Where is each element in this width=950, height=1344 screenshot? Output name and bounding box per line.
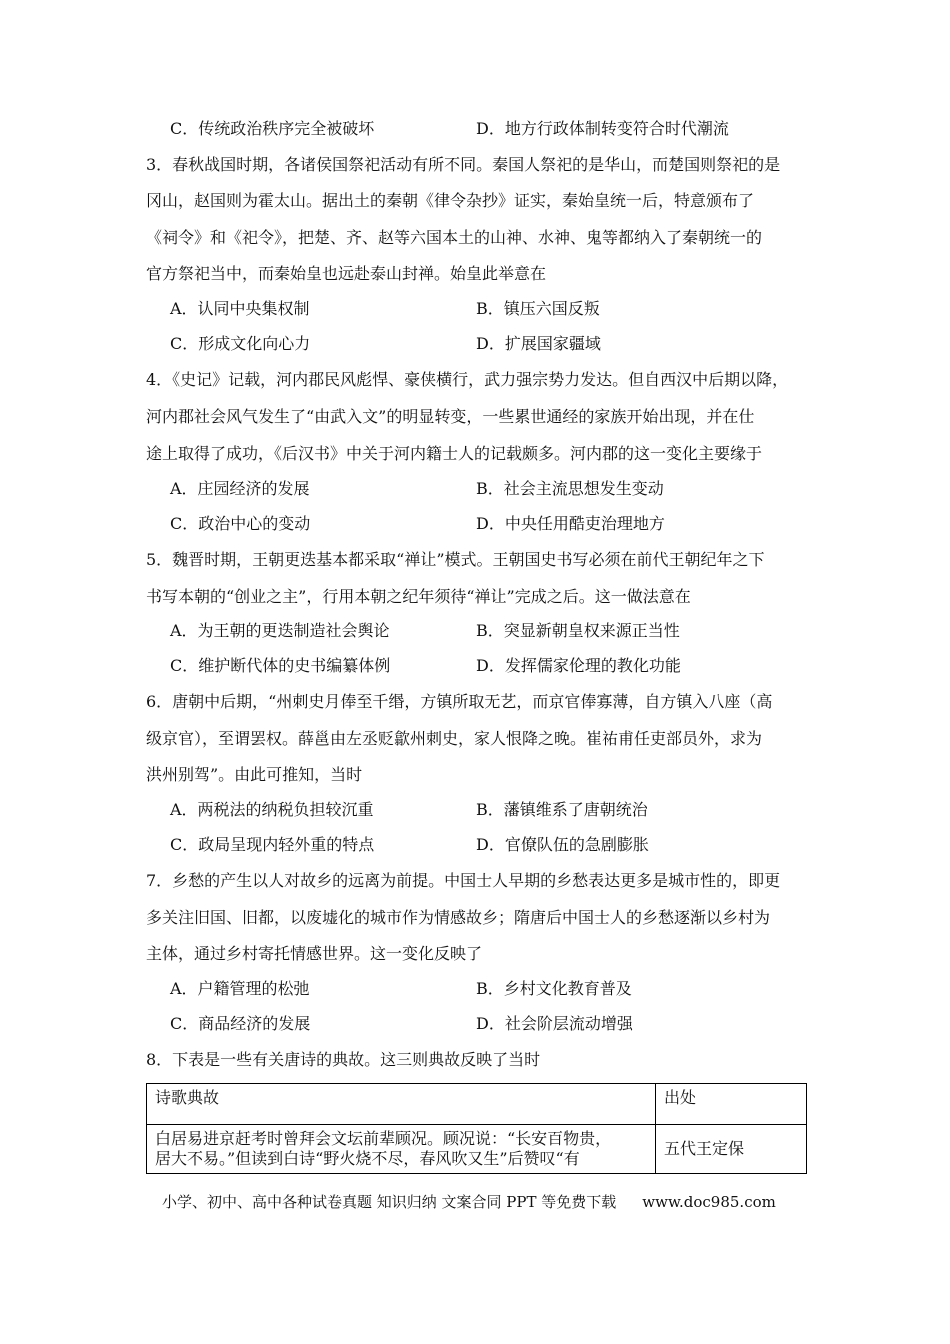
q7-option-a: A．户籍管理的松弛: [170, 979, 310, 998]
q3-stem-line-3: 《祠令》和《祀令》，把楚、齐、赵等六国本土的山神、水神、鬼等都纳入了秦朝统一的: [146, 228, 763, 247]
footer-url: www.doc985.com: [642, 1193, 776, 1211]
q6-stem-line-3: 洪州别驾”。由此可推知，当时: [146, 765, 363, 784]
q7-stem-line-2: 多关注旧国、旧都，以废墟化的城市作为情感故乡；隋唐后中国士人的乡愁逐渐以乡村为: [146, 908, 771, 927]
table-row: [147, 1125, 807, 1174]
q5-option-b: B．突显新朝皇权来源正当性: [476, 621, 680, 640]
q3-option-b: B．镇压六国反叛: [476, 299, 600, 318]
q4-option-b: B．社会主流思想发生变动: [476, 479, 664, 498]
table-cell-allusion-line-1: 白居易进京赶考时曾拜会文坛前辈顾况。顾况说：“长安百物贵，: [155, 1129, 612, 1148]
q5-stem-line-1: 5．魏晋时期，王朝更迭基本都采取“禅让”模式。王朝国史书写必须在前代王朝纪年之下: [146, 550, 765, 569]
q4-option-d: D．中央任用酷吏治理地方: [476, 514, 665, 533]
q3-option-d: D．扩展国家疆域: [476, 334, 601, 353]
q7-stem-line-1: 7．乡愁的产生以人对故乡的远离为前提。中国士人早期的乡愁表达更多是城市性的，即更: [146, 871, 781, 890]
q6-stem-line-2: 级京官），至谓罢权。薛邕由左丞贬歙州刺史，家人恨降之晚。崔祐甫任吏部员外，求为: [146, 729, 763, 748]
q5-stem-line-2: 书写本朝的“创业之主”，行用本朝之纪年须待“禅让”完成之后。这一做法意在: [146, 587, 691, 606]
q3-stem-line-4: 官方祭祀当中，而秦始皇也远赴泰山封禅。始皇此举意在: [146, 264, 547, 283]
q4-stem-line-2: 河内郡社会风气发生了“由武入文”的明显转变，一些累世通经的家族开始出现，并在仕: [146, 407, 755, 426]
q3-option-a: A．认同中央集权制: [170, 299, 310, 318]
q6-option-a: A．两税法的纳税负担较沉重: [170, 800, 374, 819]
q3-stem-line-2: 冈山，赵国则为霍太山。据出土的秦朝《律令杂抄》证实，秦始皇统一后，特意颁布了: [146, 191, 755, 210]
table-header-row: [147, 1084, 807, 1125]
q5-option-d: D．发挥儒家伦理的教化功能: [476, 656, 681, 675]
q5-option-c: C．维护断代体的史书编纂体例: [170, 656, 391, 675]
q6-option-c: C．政局呈现内轻外重的特点: [170, 835, 375, 854]
q3-option-c: C．形成文化向心力: [170, 334, 311, 353]
q4-stem-line-1: 4．《史记》记载，河内郡民风彪悍、豪侠横行，武力强宗势力发达。但自西汉中后期以降，: [146, 370, 789, 389]
q2-option-d: D．地方行政体制转变符合时代潮流: [476, 119, 729, 138]
q3-stem-line-1: 3．春秋战国时期，各诸侯国祭祀活动有所不同。秦国人祭祀的是华山，而楚国则祭祀的是: [146, 155, 781, 174]
table-cell-allusion: [147, 1125, 656, 1174]
q6-option-b: B．藩镇维系了唐朝统治: [476, 800, 648, 819]
q4-option-c: C．政治中心的变动: [170, 514, 311, 533]
q7-option-d: D．社会阶层流动增强: [476, 1014, 633, 1033]
page-footer: [162, 1192, 776, 1212]
table-header-allusion: 诗歌典故: [147, 1084, 656, 1125]
q7-option-c: C．商品经济的发展: [170, 1014, 311, 1033]
footer-text: 小学、初中、高中各种试卷真题 知识归纳 文案合同 PPT 等免费下载: [162, 1193, 617, 1211]
q8-stem: 8．下表是一些有关唐诗的典故。这三则典故反映了当时: [146, 1050, 541, 1069]
table-header-source: 出处: [656, 1084, 807, 1125]
poem-allusion-table: [146, 1083, 807, 1174]
q2-option-c: C．传统政治秩序完全被破坏: [170, 119, 375, 138]
table-cell-allusion-line-2: 居大不易。”但读到白诗“野火烧不尽，春风吹又生”后赞叹“有: [155, 1149, 580, 1168]
q6-stem-line-1: 6．唐朝中后期，“州刺史月俸至千缗，方镇所取无艺，而京官俸寡薄，自方镇入八座（高: [146, 692, 773, 711]
table-cell-source: 五代王定保: [656, 1125, 807, 1174]
q4-option-a: A．庄园经济的发展: [170, 479, 310, 498]
q7-option-b: B．乡村文化教育普及: [476, 979, 632, 998]
q5-option-a: A．为王朝的更迭制造社会舆论: [170, 621, 390, 640]
q7-stem-line-3: 主体，通过乡村寄托情感世界。这一变化反映了: [146, 944, 483, 963]
q6-option-d: D．官僚队伍的急剧膨胀: [476, 835, 649, 854]
q4-stem-line-3: 途上取得了成功，《后汉书》中关于河内籍士人的记载颇多。河内郡的这一变化主要缘于: [146, 444, 763, 463]
